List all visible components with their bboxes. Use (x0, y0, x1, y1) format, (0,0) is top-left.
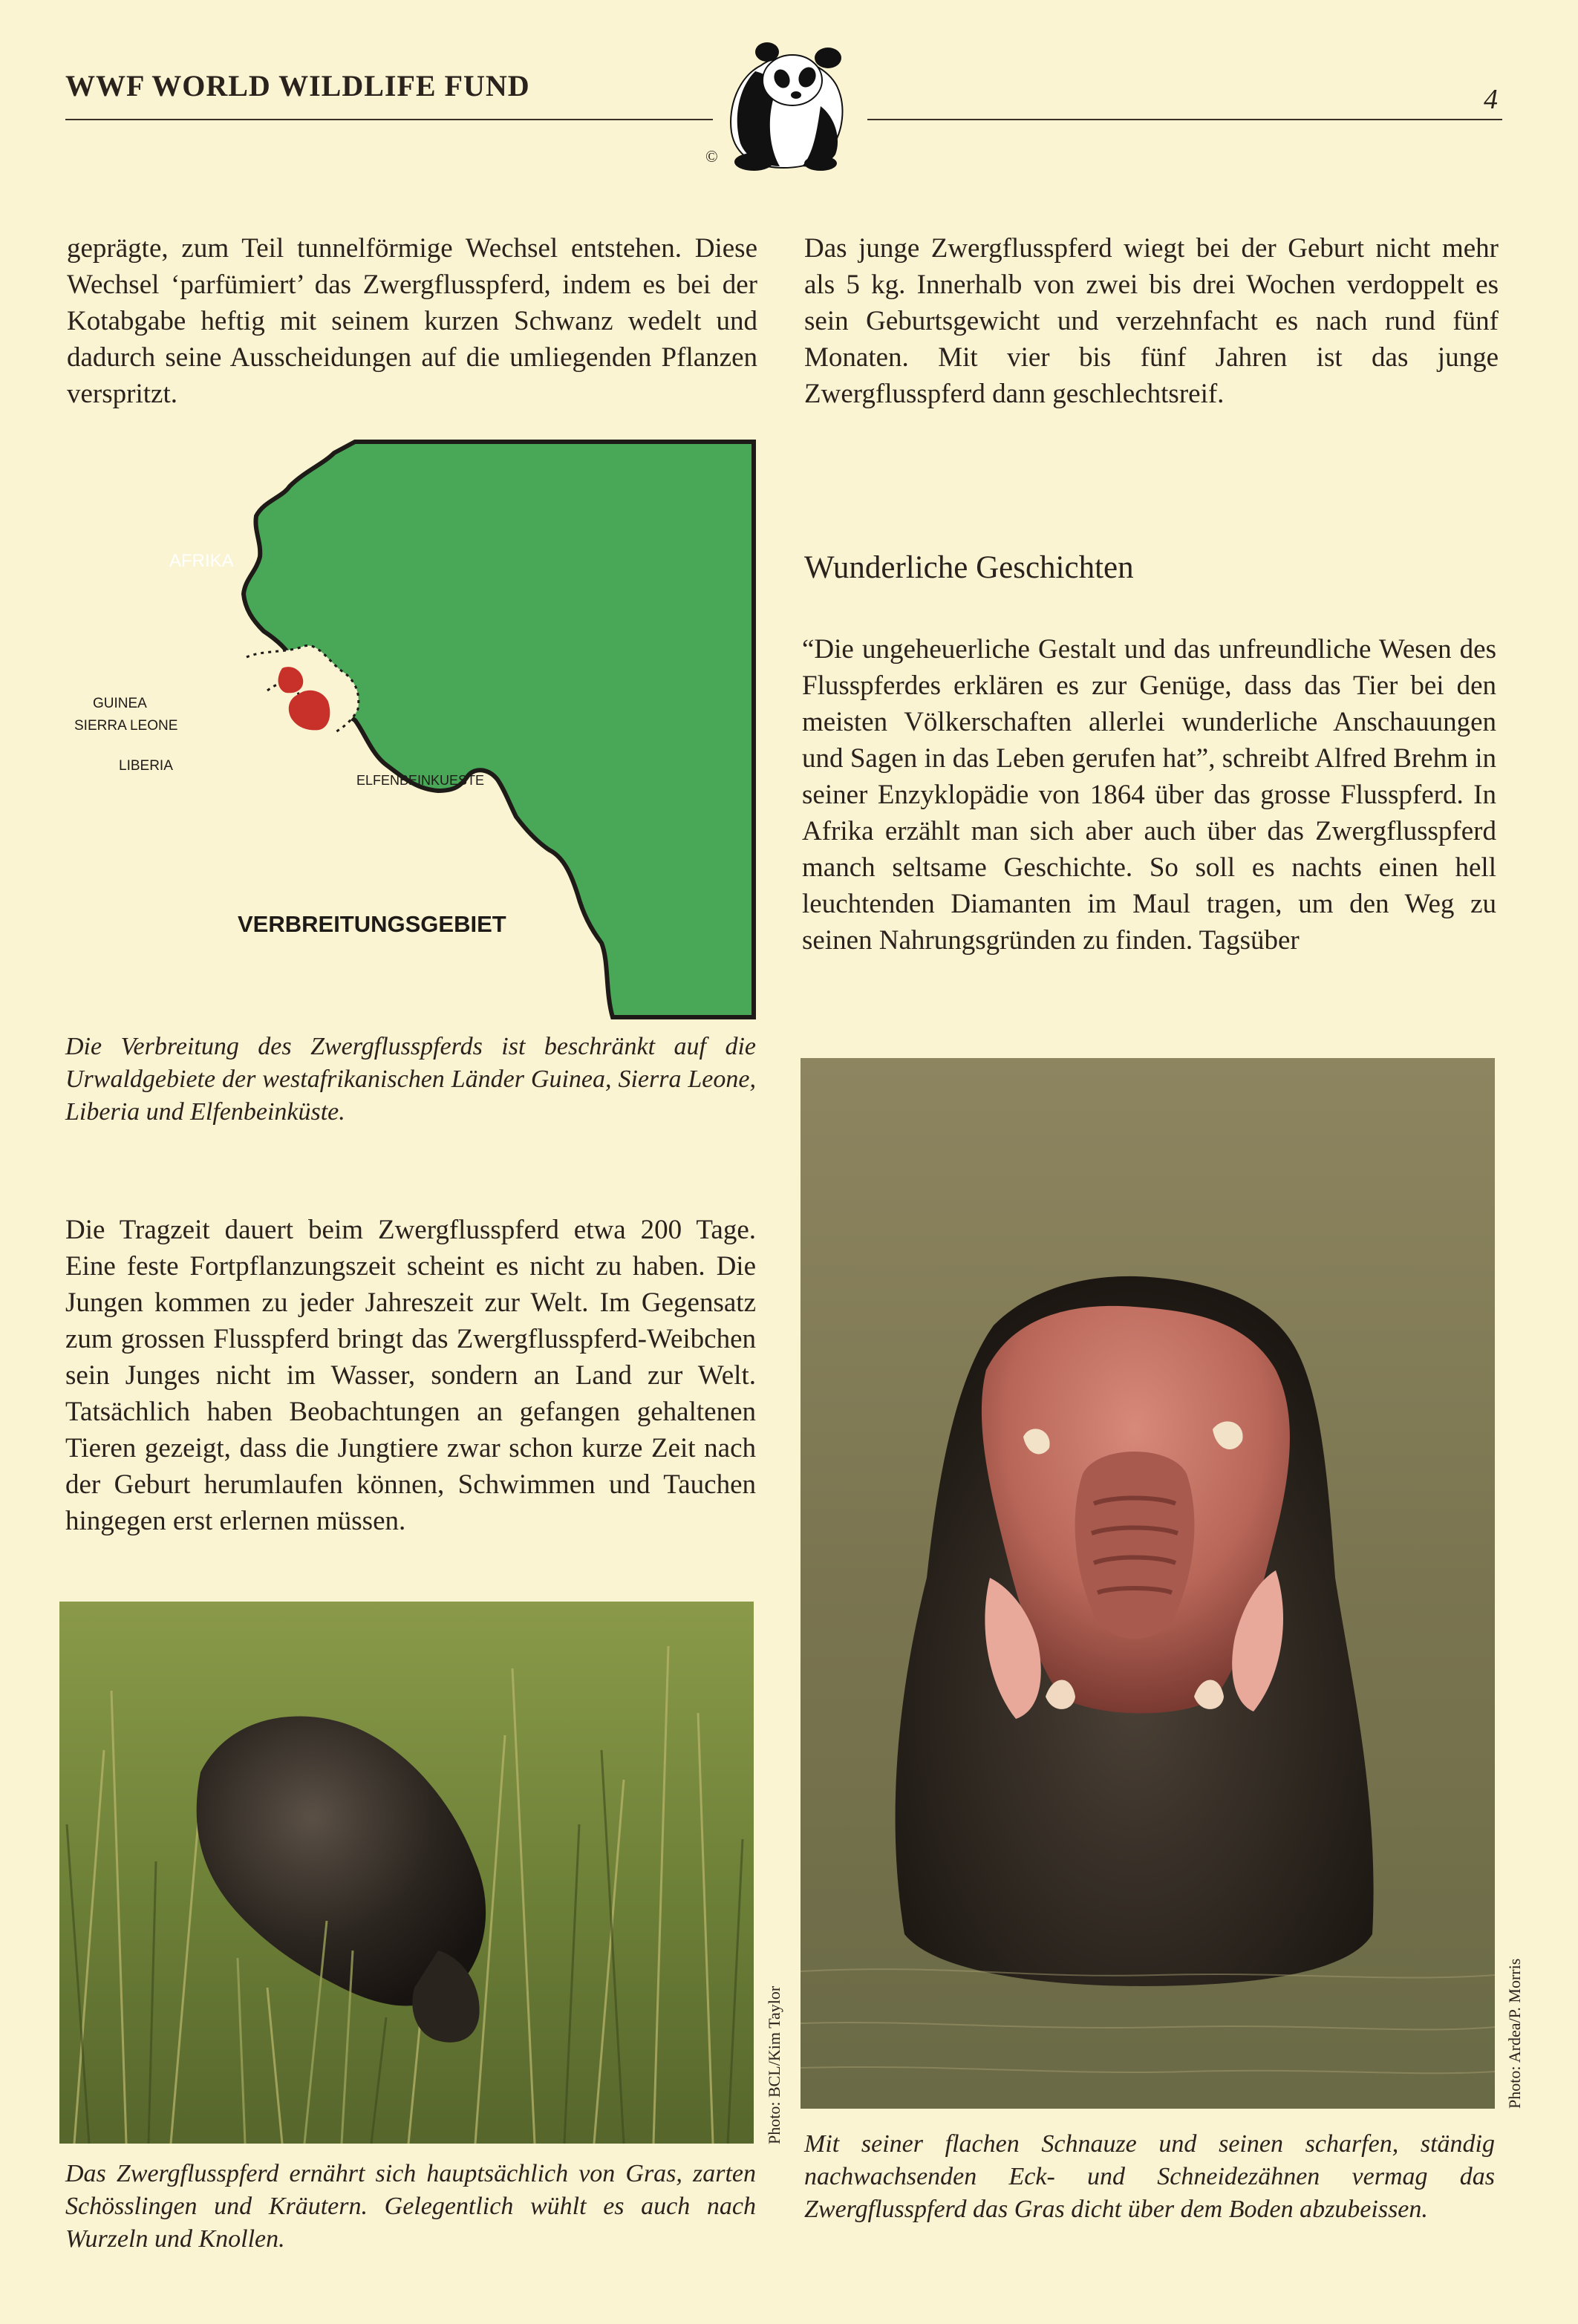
paragraph-col1-top: geprägte, zum Teil tunnelförmige Wechsel entstehen. Diese Wechsel ‘parfümiert’ das Zwergflusspferd, indem es bei der Kotabgabe heftig mit seinem kurzen Schwanz wedelt und dadurch seine Ausscheidungen auf die umliegenden Pflanzen verspritzt. (67, 233, 757, 409)
map-title: VERBREITUNGSGEBIET (238, 911, 506, 937)
header-rule-left (65, 119, 713, 120)
label-liberia: LIBERIA (119, 758, 173, 774)
page-number: 4 (1484, 84, 1498, 115)
paragraph-col2-top: Das junge Zwergflusspferd wiegt bei der Geburt nicht mehr als 5 kg. Innerhalb von zwei bis drei Wochen verdoppelt es sein Geburtsgewicht und verzehnfacht es nach rund fünf Monaten. Mit vier bis fünf Jahren ist das junge Zwergflusspferd dann geschlechtsreif. (804, 233, 1499, 409)
label-sierra-leone: SIERRA LEONE (74, 718, 178, 734)
photo-grass-credit: Photo: BCL/Kim Taylor (765, 1985, 783, 2144)
section-heading: Wunderliche Geschichten (804, 550, 1134, 585)
distribution-map (74, 442, 757, 1021)
paragraph-col1-mid: Die Tragzeit dauert beim Zwergflusspferd etwa 200 Tage. Eine feste Fortpflanzungszeit scheint es nicht zu haben. Die Jungen kommen zu jeder Jahreszeit zur Welt. Im Gegensatz zum grossen Flusspferd bringt das Zwergflusspferd-Weibchen sein Junges nicht im Wasser, sondern an Land zur Welt. Tatsächlich haben Beobachtungen an gefangen gehaltenen Tieren gezeigt, dass die Jungtiere zwar schon kurze Zeit nach der Geburt herumlaufen können, Schwimmen und Tauchen hingegen erst erlernen müssen. (65, 1215, 756, 1536)
label-guinea: GUINEA (93, 696, 147, 711)
panda-logo (709, 36, 869, 173)
paragraph-section: “Die ungeheuerliche Gestalt und das unfreundliche Wesen des Flusspferdes erklären es zur Genüge, dass das Tier bei den meisten Völkerschaften allerlei wunderliche Anschauungen und Sagen in das Leben gerufen hat”, schreibt Alfred Brehm in seiner Enzyklopädie von 1864 über das grosse Flusspferd. In Afrika erzählt man sich aber auch über das Zwergflusspferd manch seltsame Geschichte. So soll es nachts einen hell leuchtenden Diamanten im Maul tragen, um den Weg zu seinen Nahrungsgründen zu finden. Tagsüber (802, 634, 1496, 956)
label-africa: AFRIKA (169, 551, 234, 571)
photo-pygmy-hippo-grass (59, 1602, 754, 2144)
photo-mouth-credit: Photo: Ardea/P. Morris (1505, 1958, 1524, 2109)
map-caption: Die Verbreitung des Zwergflusspferds ist beschränkt auf die Urwaldgebiete der westafrikanischen Länder Guinea, Sierra Leone, Liberia und Elfenbeinküste. (65, 1033, 756, 1126)
photo-hippo-open-mouth (801, 1058, 1495, 2109)
copyright-mark: © (705, 147, 718, 166)
range-liberia (289, 691, 330, 731)
header-rule-right (867, 119, 1502, 120)
photo-mouth-caption: Mit seiner flachen Schnauze und seinen scharfen, ständig nachwachsenden Eck- und Schneidezähnen vermag das Zwergflusspferd das Gras dicht über dem Boden abzubeissen. (804, 2130, 1495, 2223)
header-title: WWF WORLD WILDLIFE FUND (65, 69, 530, 102)
photo-grass-caption: Das Zwergflusspferd ernährt sich hauptsächlich von Gras, zarten Schösslingen und Kräutern. Gelegentlich wühlt es auch nach Wurzeln und Knollen. (65, 2160, 756, 2253)
label-ivory-coast: ELFENBEINKUESTE (356, 773, 485, 788)
